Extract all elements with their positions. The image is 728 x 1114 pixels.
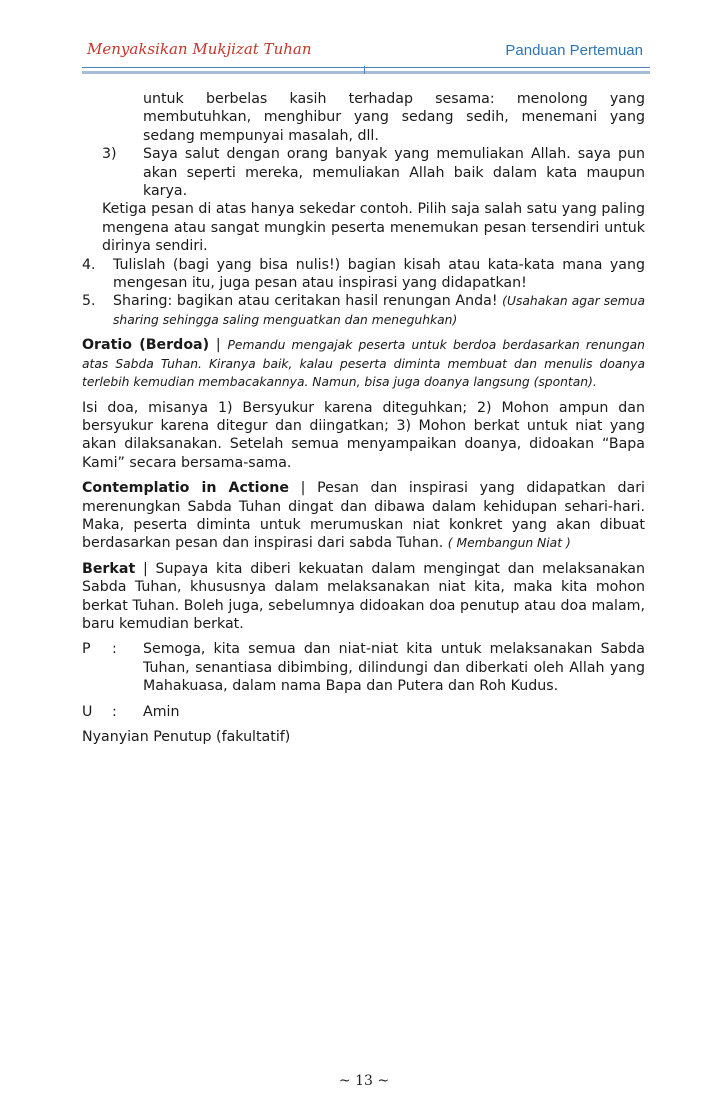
page-number: ~ 13 ~ bbox=[338, 1073, 390, 1089]
list-item-2-continuation: untuk berbelas kasih terhadap sesama: menolong yang membutuhkan, menghibur yang sedang sedih, menemani yang sedang mempunyai masalah, dll. bbox=[143, 91, 645, 144]
contemplatio-text: Pesan dan inspirasi yang didapatkan dari merenungkan Sabda Tuhan dingat dan dibawa dalam kehidupan sehari-hari. Maka, peserta diminta untuk merumuskan niat konkret yang akan dibuat berdasarkan pesan dan inspirasi dari sabda Tuhan. bbox=[82, 480, 645, 552]
page-body bbox=[82, 90, 645, 753]
step-5-text: Sharing: bagikan atau ceritakan hasil renungan Anda! bbox=[113, 293, 498, 310]
isi-doa-paragraph: Isi doa, misanya 1) Bersyukur karena diteguhkan; 2) Mohon ampun dan bersyukur karena ditegur dan diingatkan; 3) Mohon berkat untuk niat yang akan dilaksanakan. Setelah semua menyampaikan doanya, didoakan “Bapa Kami” secara bersama-sama. bbox=[82, 399, 645, 471]
berkat-heading: Berkat bbox=[82, 560, 136, 577]
list-item-3-number: 3) bbox=[102, 146, 117, 163]
list-item-3 bbox=[82, 145, 645, 200]
step-4-text: Tulislah (bagi yang bisa nulis!) bagian kisah atau kata-kata mana yang mengesan itu, juga pesan atau inspirasi yang didapatkan! bbox=[113, 256, 645, 292]
header-rule-shadow bbox=[82, 71, 650, 74]
dialogue-colon-u: : bbox=[112, 703, 117, 720]
berkat-text: Supaya kita diberi kekuatan dalam mengingat dan melaksanakan Sabda Tuhan, khususnya dalam melaksanakan niat kita, maka kita mohon berkat Tuhan. Boleh juga, sebelumnya didoakan doa penutup atau doa malam, baru kemudian berkat. bbox=[82, 560, 645, 632]
step-5-number: 5. bbox=[82, 293, 96, 310]
list-item-3-text: Saya salut dengan orang banyak yang memuliakan Allah. saya pun akan seperti mereka, memuliakan Allah baik dalam kata maupun karya. bbox=[143, 146, 645, 200]
step-5 bbox=[82, 292, 645, 329]
contemplatio-separator: | bbox=[289, 480, 318, 497]
step-4-number: 4. bbox=[82, 256, 96, 273]
dialogue-label-u: U bbox=[82, 703, 93, 720]
contemplatio-heading: Contemplatio in Actione bbox=[82, 480, 290, 497]
berkat-section bbox=[82, 560, 645, 634]
dialogue-line-u bbox=[82, 703, 645, 721]
running-header-title: Menyaksikan Mukjizat Tuhan bbox=[87, 40, 312, 58]
header-rule bbox=[82, 67, 650, 68]
ketiga-paragraph: Ketiga pesan di atas hanya sekedar contoh. Pilih saja salah satu yang paling mengena atau sangat mungkin peserta menemukan pesan tersendiri untuk dirinya sendiri. bbox=[102, 201, 645, 255]
contemplatio-note: ( Membangun Niat ) bbox=[447, 536, 571, 551]
contemplatio-section bbox=[82, 479, 645, 553]
step-4 bbox=[82, 256, 645, 293]
oratio-text: Pemandu mengajak peserta untuk berdoa berdasarkan renungan atas Sabda Tuhan. Kiranya baik, kalau peserta diminta membuat dan menulis doanya terlebih kemudian membacakannya. Namun, bisa juga doanya langsung (spontan). bbox=[82, 338, 645, 390]
dialogue-text-p: Semoga, kita semua dan niat-niat kita untuk melaksanakan Sabda Tuhan, senantiasa dibimbing, dilindungi dan diberkati oleh Allah yang Mahakuasa, dalam nama Bapa dan Putera dan Roh Kudus. bbox=[143, 641, 645, 695]
header-rule-tick bbox=[364, 66, 365, 74]
dialogue-label-p: P bbox=[82, 641, 91, 658]
oratio-separator: | bbox=[209, 337, 228, 354]
closing-song-line: Nyanyian Penutup (fakultatif) bbox=[82, 729, 291, 745]
dialogue-colon-p: : bbox=[112, 641, 117, 658]
dialogue-line-p bbox=[82, 640, 645, 695]
oratio-section bbox=[82, 336, 645, 391]
step-5-body bbox=[113, 292, 645, 329]
running-header-section: Panduan Pertemuan bbox=[505, 42, 643, 59]
dialogue-text-u: Amin bbox=[143, 703, 180, 720]
step-5-note: (Usahakan agar semua sharing sehingga saling menguatkan dan meneguhkan) bbox=[113, 294, 645, 327]
oratio-heading: Oratio (Berdoa) bbox=[82, 337, 210, 354]
berkat-separator: | bbox=[135, 560, 156, 577]
